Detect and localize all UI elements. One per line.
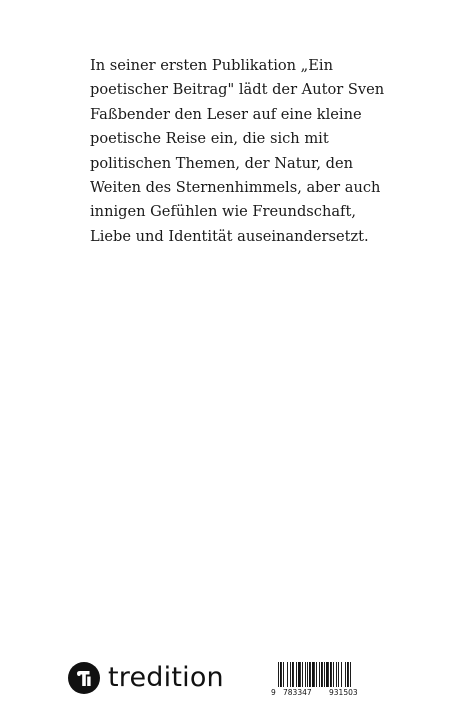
barcode-digit-first: 9: [271, 688, 276, 696]
blurb-line-2: poetischer Beitrag" lädt der Autor Sven: [90, 81, 385, 99]
blurb-line-5: politischen Themen, der Natur, den: [90, 154, 354, 172]
blurb-line-3: Faßbender den Leser auf eine kleine: [90, 105, 362, 123]
publisher-name: tredition: [108, 662, 224, 693]
barcode-bar: [324, 662, 325, 688]
barcode-bar: [341, 662, 342, 688]
barcode-bar: [347, 662, 349, 688]
tredition-logo-icon: [68, 662, 100, 694]
barcode-bar: [292, 662, 294, 688]
barcode-bar: [302, 662, 303, 688]
barcode-bar: [319, 662, 320, 688]
barcode-bar: [283, 662, 284, 688]
barcode-bar: [309, 662, 311, 688]
barcode-bar: [345, 662, 346, 688]
barcode-group-right: 931503: [329, 688, 358, 696]
barcode-bar: [298, 662, 301, 688]
publisher-logo: [68, 660, 224, 696]
barcode-bar: [312, 662, 315, 688]
barcode-bar: [307, 662, 308, 688]
book-blurb: [90, 54, 390, 249]
barcode-bar: [336, 662, 337, 688]
barcode-bar: [330, 662, 332, 688]
barcode-bar: [296, 662, 297, 688]
barcode-bar: [326, 662, 329, 688]
blurb-line-1: In seiner ersten Publikation „Ein: [90, 57, 333, 74]
isbn-barcode: [269, 662, 373, 696]
barcode-bar: [287, 662, 288, 688]
blurb-line-7: innigen Gefühlen wie Freundschaft,: [90, 203, 356, 221]
barcode-bar: [338, 662, 339, 688]
barcode-group-left: 783347: [283, 688, 312, 696]
blurb-line-8: Liebe und Identität auseinandersetzt.: [90, 227, 369, 245]
barcode-bar: [290, 662, 291, 688]
barcode-graphic: [269, 662, 373, 696]
blurb-line-6: Weiten des Sternenhimmels, aber auch: [90, 179, 381, 197]
blurb-line-4: poetische Reise ein, die sich mit: [90, 130, 329, 148]
barcode-bar: [321, 662, 323, 688]
barcode-bar: [305, 662, 306, 688]
barcode-bar: [333, 662, 334, 688]
